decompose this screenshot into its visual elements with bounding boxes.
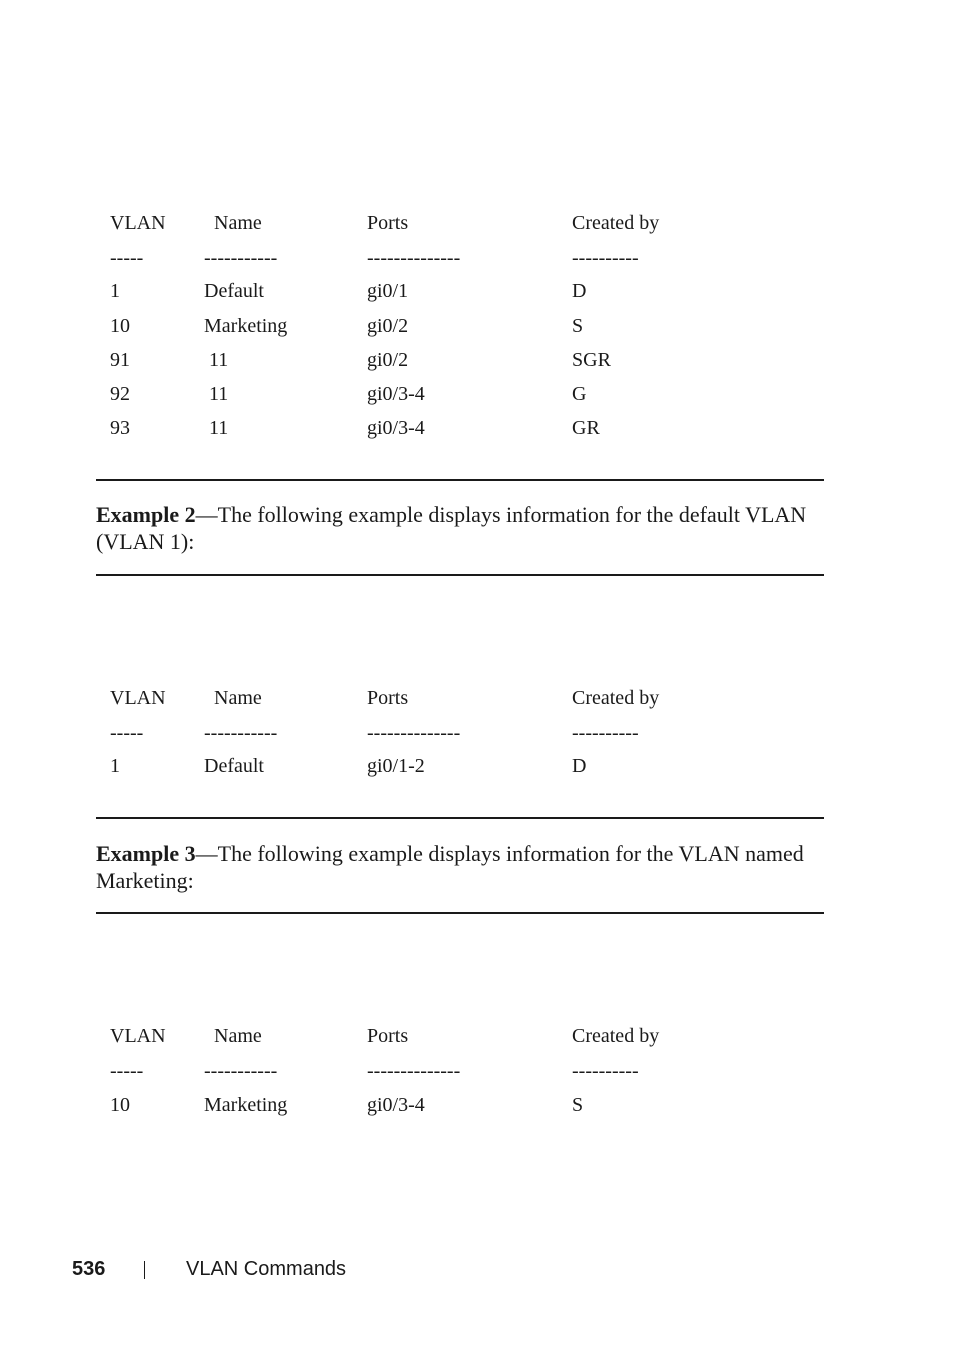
header-vlan: VLAN [110, 1025, 166, 1047]
table-row [0, 345, 954, 375]
ports-cell: gi0/1-2 [367, 755, 425, 777]
table-dash-row [0, 1056, 954, 1086]
page-footer [0, 1254, 954, 1284]
vlan-id-cell: 1 [110, 755, 120, 777]
vlan-id-cell: 1 [110, 280, 120, 302]
vlan-name-cell: Default [204, 755, 264, 777]
vlan-id-cell: 91 [110, 349, 130, 371]
section-rule [96, 479, 824, 481]
created-by-cell: S [572, 1094, 584, 1116]
dash-cell: ----------- [204, 247, 278, 269]
table-header-row [0, 683, 954, 713]
dash-cell: ----- [110, 1060, 144, 1082]
example-3-text: —The following example displays information for the VLAN named Marketing: [96, 841, 804, 893]
ports-cell: gi0/2 [367, 315, 409, 337]
table-header-row [0, 208, 954, 238]
chapter-title: VLAN Commands [186, 1258, 347, 1280]
example-2-paragraph [96, 501, 826, 555]
table-row [0, 413, 954, 443]
dash-cell: ---------- [572, 722, 639, 744]
header-created-by: Created by [572, 1025, 660, 1047]
header-created-by: Created by [572, 212, 660, 234]
dash-cell: ---------- [572, 247, 639, 269]
vlan-name-cell: Marketing [204, 1094, 288, 1116]
footer-separator [144, 1261, 145, 1279]
vlan-id-cell: 10 [110, 315, 130, 337]
example-3-paragraph [96, 840, 826, 894]
header-name: Name [204, 687, 262, 709]
header-vlan: VLAN [110, 212, 166, 234]
created-by-cell: D [572, 280, 587, 302]
header-created-by: Created by [572, 687, 660, 709]
created-by-cell: G [572, 383, 587, 405]
table-row [0, 1090, 954, 1120]
example-2-label: Example 2 [96, 502, 196, 527]
section-rule [96, 574, 824, 576]
section-rule [96, 817, 824, 819]
dash-cell: ----- [110, 722, 144, 744]
created-by-cell: S [572, 315, 584, 337]
dash-cell: -------------- [367, 722, 461, 744]
dash-cell: ----- [110, 247, 144, 269]
ports-cell: gi0/3-4 [367, 1094, 425, 1116]
ports-cell: gi0/3-4 [367, 417, 425, 439]
ports-cell: gi0/1 [367, 280, 409, 302]
example-3-label: Example 3 [96, 841, 196, 866]
created-by-cell: D [572, 755, 587, 777]
dash-cell: -------------- [367, 1060, 461, 1082]
created-by-cell: SGR [572, 349, 611, 371]
table-row [0, 276, 954, 306]
example-2-text: —The following example displays information for the default VLAN (VLAN 1): [96, 502, 807, 554]
table-dash-row [0, 718, 954, 748]
table-dash-row [0, 243, 954, 273]
dash-cell: ----------- [204, 722, 278, 744]
header-ports: Ports [367, 687, 409, 709]
table-row [0, 311, 954, 341]
dash-cell: ----------- [204, 1060, 278, 1082]
vlan-id-cell: 93 [110, 417, 130, 439]
table-row [0, 751, 954, 781]
header-name: Name [204, 212, 262, 234]
vlan-name-cell: 11 [204, 349, 229, 371]
vlan-id-cell: 10 [110, 1094, 130, 1116]
header-vlan: VLAN [110, 687, 166, 709]
ports-cell: gi0/3-4 [367, 383, 425, 405]
dash-cell: ---------- [572, 1060, 639, 1082]
vlan-name-cell: 11 [204, 383, 229, 405]
ports-cell: gi0/2 [367, 349, 409, 371]
header-ports: Ports [367, 1025, 409, 1047]
section-rule [96, 912, 824, 914]
header-name: Name [204, 1025, 262, 1047]
created-by-cell: GR [572, 417, 600, 439]
vlan-id-cell: 92 [110, 383, 130, 405]
table-header-row [0, 1021, 954, 1051]
dash-cell: -------------- [367, 247, 461, 269]
table-row [0, 379, 954, 409]
page-number: 536 [72, 1258, 106, 1280]
vlan-name-cell: 11 [204, 417, 229, 439]
vlan-name-cell: Marketing [204, 315, 288, 337]
header-ports: Ports [367, 212, 409, 234]
vlan-name-cell: Default [204, 280, 264, 302]
